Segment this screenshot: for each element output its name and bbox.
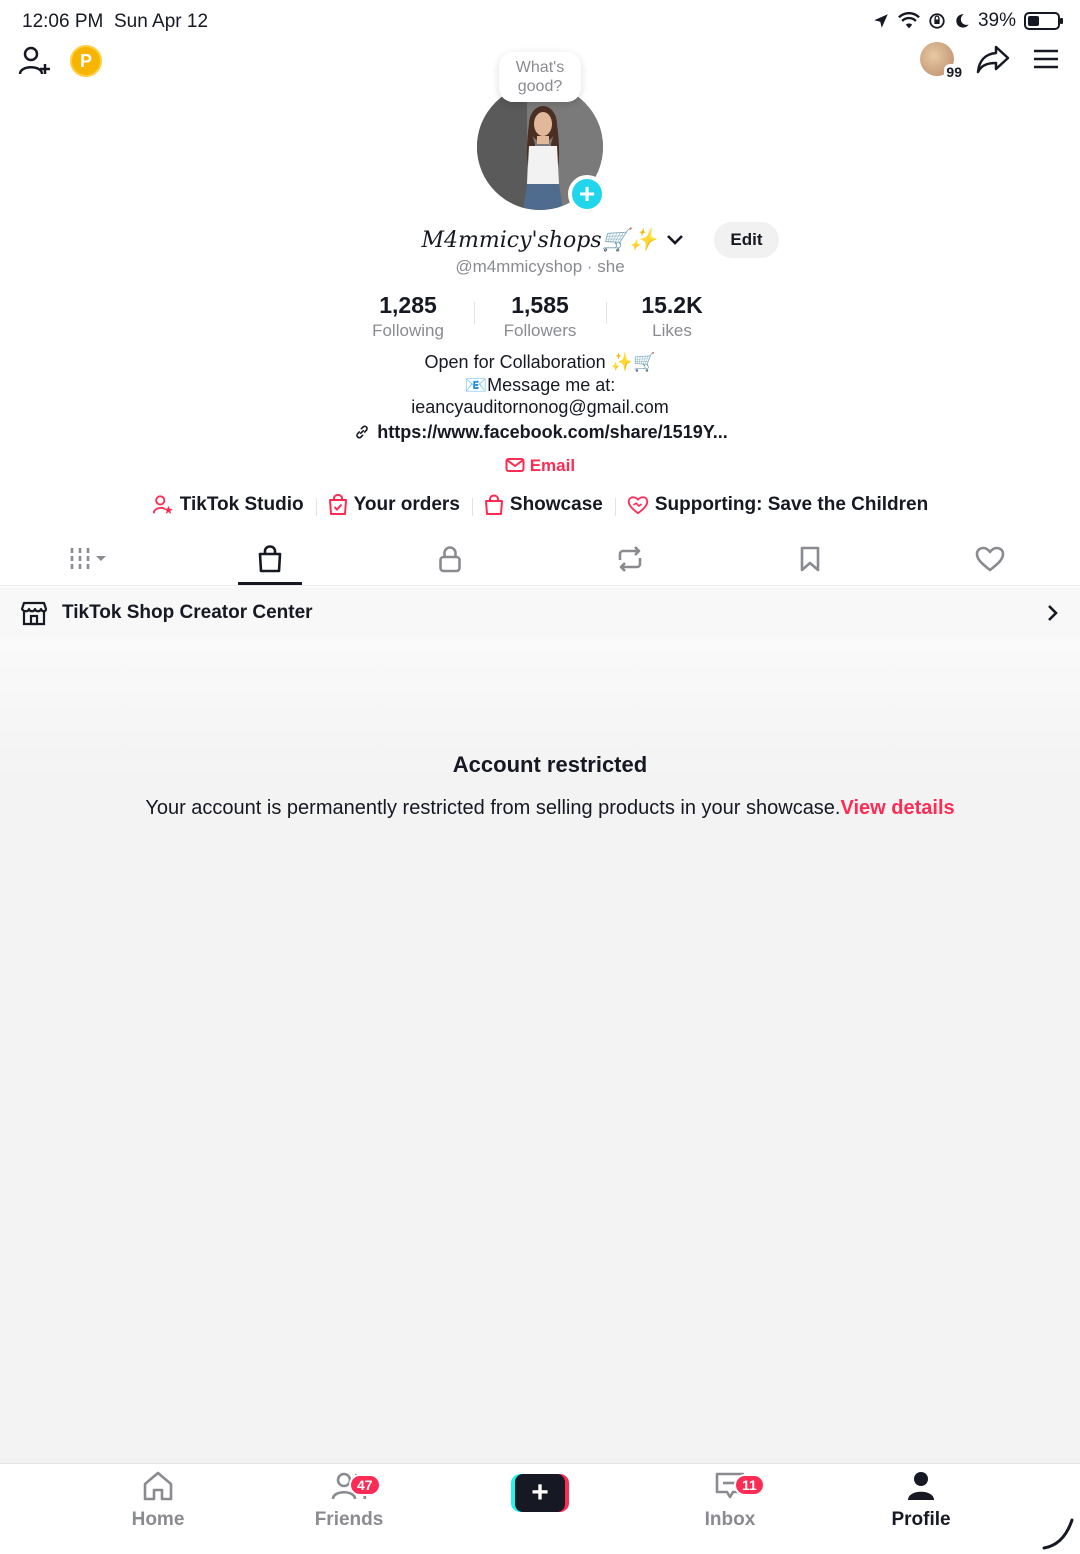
status-date: Sun Apr 12 — [114, 11, 209, 32]
battery-icon — [1024, 12, 1060, 30]
nav-label: Home — [131, 1509, 185, 1530]
stat-label: Followers — [503, 321, 577, 340]
restriction-title: Account restricted — [452, 752, 648, 777]
bubble-line-2: good? — [517, 78, 563, 95]
quick-link-showcase[interactable] — [472, 494, 615, 516]
nav-friends[interactable] — [289, 1470, 409, 1531]
nav-inbox[interactable] — [670, 1470, 790, 1531]
link-icon — [352, 424, 372, 440]
bio — [0, 351, 1080, 443]
shopping-bag-icon — [484, 494, 504, 516]
status-icons — [872, 10, 1060, 32]
status-bubble[interactable] — [499, 52, 581, 102]
bio-line-1: Open for Collaboration ✨🛒 — [424, 352, 656, 372]
quick-link-your-orders[interactable] — [316, 494, 472, 516]
battery-fill — [1028, 16, 1039, 26]
bio-link-row[interactable] — [0, 421, 1080, 444]
tab-videos[interactable] — [0, 532, 180, 585]
edit-profile-button[interactable]: Edit — [714, 222, 778, 258]
nav-label: Friends — [314, 1509, 384, 1530]
rotation-lock-icon — [928, 12, 946, 30]
email-button[interactable] — [0, 456, 1080, 476]
creator-center-label: TikTok Shop Creator Center — [62, 602, 313, 623]
lock-icon — [438, 545, 462, 573]
moon-icon — [954, 12, 970, 30]
stat-value: 15.2K — [641, 292, 703, 318]
stat-followers[interactable] — [474, 292, 606, 341]
grid-filter-icon — [69, 546, 111, 572]
bio-line-3: ieancyauditornonog@gmail.com — [411, 397, 669, 417]
tab-liked[interactable] — [900, 532, 1080, 585]
top-bar-left — [18, 44, 102, 78]
tab-private[interactable] — [360, 532, 540, 585]
create-button[interactable] — [511, 1474, 569, 1512]
profile-icon — [904, 1470, 938, 1502]
nav-profile[interactable] — [861, 1470, 981, 1531]
shopping-bag-icon — [257, 545, 283, 573]
stat-value: 1,585 — [511, 292, 569, 318]
wifi-icon — [898, 12, 920, 30]
plus-icon: + — [515, 1474, 565, 1512]
top-bar-right — [920, 42, 1060, 80]
quick-link-label: TikTok Studio — [179, 494, 304, 515]
home-icon — [141, 1470, 175, 1502]
account-switch-avatar[interactable] — [920, 42, 962, 80]
bio-link[interactable]: https://www.facebook.com/share/1519Y... — [377, 421, 728, 442]
stats-row — [342, 292, 738, 341]
repost-icon — [615, 546, 645, 572]
chevron-down-icon[interactable] — [666, 234, 684, 246]
status-bar — [0, 0, 1080, 42]
nav-home[interactable] — [98, 1470, 218, 1531]
add-friend-icon[interactable] — [18, 44, 52, 78]
avatar-badge: 99 — [946, 64, 962, 80]
add-story-button[interactable]: + — [568, 175, 606, 213]
username-handle: @m4mmicyshop · she — [455, 257, 625, 276]
heart-icon — [975, 546, 1005, 572]
chevron-right-icon — [1046, 603, 1060, 623]
name-row — [0, 222, 1080, 258]
pencil-scribble-icon — [1040, 1516, 1076, 1552]
tab-showcase[interactable] — [180, 532, 360, 585]
mail-icon — [505, 457, 525, 473]
inbox-badge: 11 — [734, 1474, 765, 1496]
display-name: M4mmicy'shops🛒✨ — [421, 227, 657, 253]
location-icon — [872, 12, 890, 30]
heart-handshake-icon — [627, 495, 649, 515]
nav-label: Inbox — [704, 1509, 756, 1530]
friends-badge: 47 — [349, 1474, 381, 1496]
menu-icon[interactable] — [1032, 47, 1060, 71]
quick-link-label: Supporting: Save the Children — [654, 494, 929, 515]
studio-icon — [152, 494, 174, 516]
coins-icon[interactable]: P — [70, 45, 102, 77]
nav-label: Profile — [891, 1509, 951, 1530]
quick-link-label: Your orders — [353, 494, 460, 515]
share-icon[interactable] — [976, 44, 1010, 74]
quick-link-tiktok-studio[interactable] — [140, 494, 316, 516]
bookmark-icon — [799, 545, 821, 573]
bubble-line-1: What's — [515, 59, 565, 76]
quick-link-label: Showcase — [509, 494, 603, 515]
view-details-link[interactable]: View details — [840, 797, 955, 819]
stat-label: Following — [372, 321, 444, 340]
bottom-nav — [0, 1463, 1080, 1554]
tab-reposts[interactable] — [540, 532, 720, 585]
battery-percent: 39% — [977, 10, 1016, 31]
profile-tabs — [0, 532, 1080, 586]
email-label: Email — [529, 456, 576, 475]
shop-creator-center-row[interactable] — [0, 587, 1080, 639]
quick-links — [0, 494, 1080, 516]
restriction-message: Your account is permanently restricted from selling products in your showcase. — [145, 797, 841, 819]
store-icon — [20, 599, 48, 627]
stat-likes[interactable] — [606, 292, 738, 341]
tab-favorites[interactable] — [720, 532, 900, 585]
quick-link-supporting[interactable] — [615, 494, 940, 516]
orders-icon — [328, 494, 348, 516]
bio-line-2: 📧Message me at: — [464, 374, 616, 395]
stat-label: Likes — [652, 321, 692, 340]
restriction-message-row — [0, 797, 1080, 820]
status-time: 12:06 PM — [22, 11, 104, 32]
stat-following[interactable] — [342, 292, 474, 341]
stat-value: 1,285 — [379, 292, 437, 318]
